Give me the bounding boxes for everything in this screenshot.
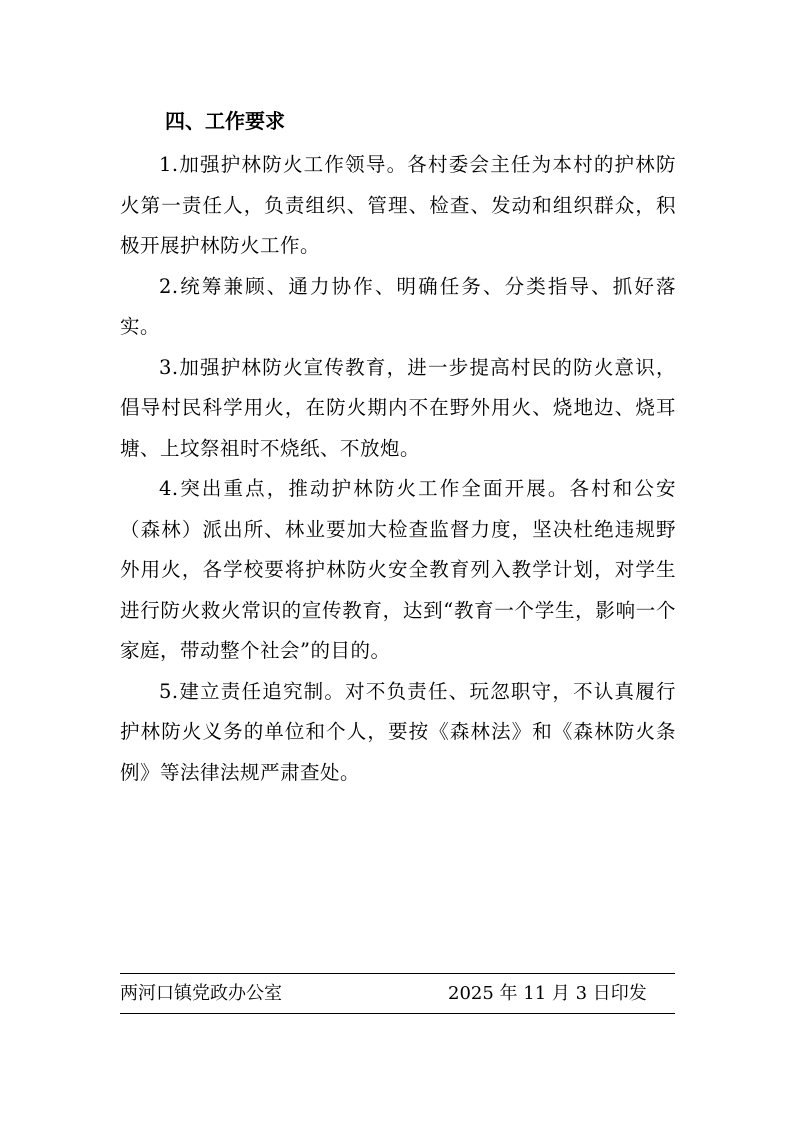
footer-issue-date: 2025 年 11 月 3 日印发: [448, 983, 647, 1004]
section-body: [120, 145, 676, 793]
paragraph-4: 4.突出重点，推动护林防火工作全面开展。各村和公安（森林）派出所、林业要加大检查监督力度，坚决杜绝违规野外用火，各学校要将护林防火安全教育列入教学计划，对学生进行防火救火常识的宣传教育，达到“教育一个学生，影响一个家庭，带动整个社会”的目的。: [120, 477, 676, 662]
paragraph-1: 1.加强护林防火工作领导。各村委会主任为本村的护林防火第一责任人，负责组织、管理、检查、发动和组织群众，积极开展护林防火工作。: [120, 153, 676, 257]
footer-issuer: 两河口镇党政办公室: [120, 983, 282, 1004]
paragraph-5: 5.建立责任追究制。对不负责任、玩忽职守，不认真履行护林防火义务的单位和个人，要按《森林法》和《森林防火条例》等法律法规严肃查处。: [120, 679, 676, 784]
section-heading: 四、工作要求: [165, 109, 285, 133]
paragraph-3: 3.加强护林防火宣传教育，进一步提高村民的防火意识，倡导村民科学用火，在防火期内不在野外用火、烧地边、烧耳塘、上坟祭祖时不烧纸、不放炮。: [120, 355, 676, 460]
footer-top-rule: [120, 973, 675, 974]
paragraph-2: 2.统筹兼顾、通力协作、明确任务、分类指导、抓好落实。: [120, 274, 676, 338]
footer-bottom-rule: [120, 1013, 675, 1014]
